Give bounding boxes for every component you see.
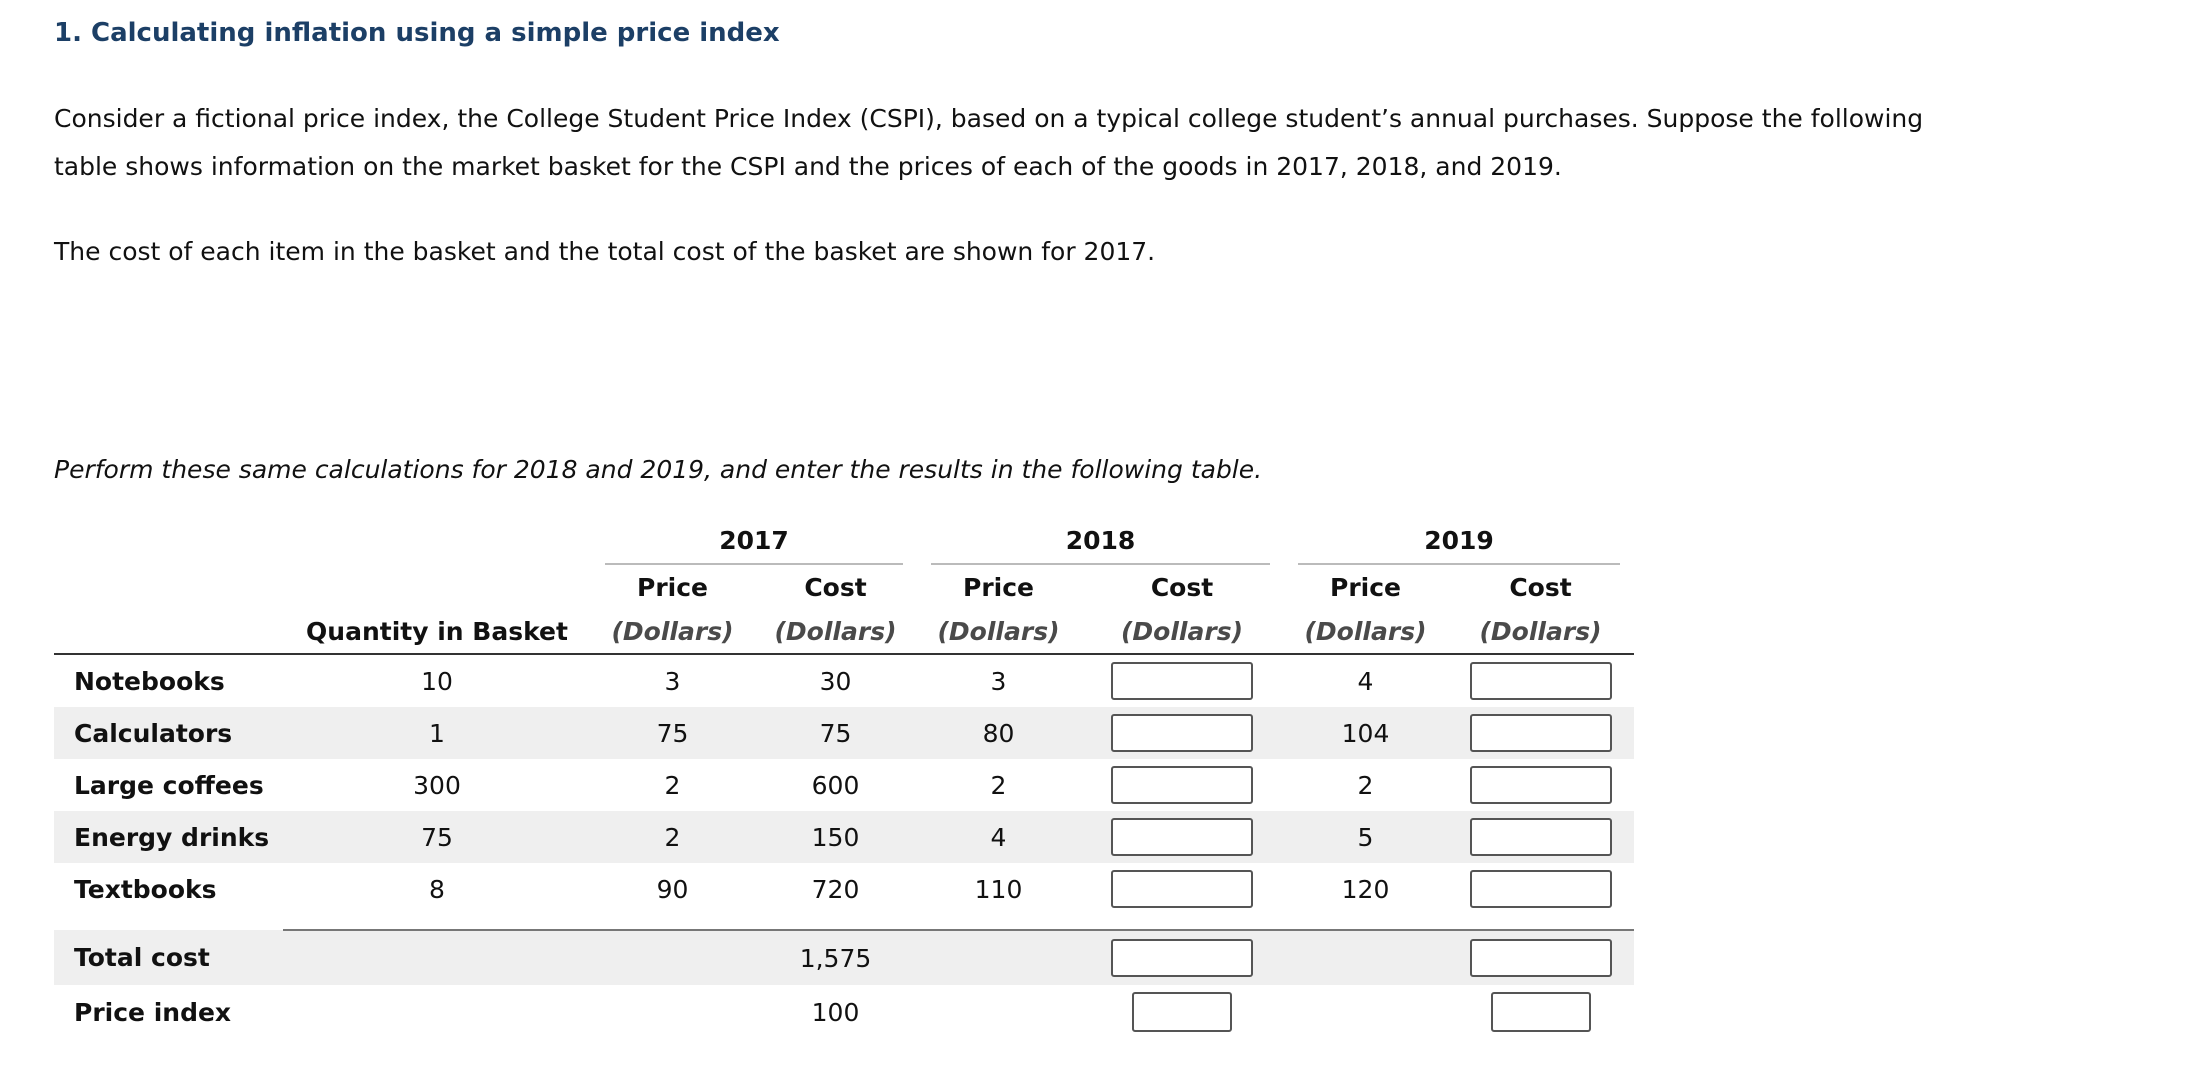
table-row-notebooks <box>54 654 1634 707</box>
price-2017-cell: 2 <box>591 811 754 863</box>
cost-2017-cell: 600 <box>811 770 860 800</box>
cost-note-paragraph: The cost of each item in the basket and the total cost of the basket are shown for 2017. <box>54 237 1156 266</box>
year-header-2019: 2019 <box>1284 515 1634 565</box>
quantity-cell: 8 <box>429 874 445 904</box>
price-2019-cell: 2 <box>1357 770 1374 800</box>
price-2018-cell: 3 <box>990 666 1007 696</box>
price-header-2017: Price <box>637 572 708 602</box>
price-2017-cell: 2 <box>664 770 681 800</box>
cost-2017-cell: 150 <box>754 811 917 863</box>
energy-drinks-cost-2018-input[interactable] <box>1111 818 1253 856</box>
price-unit-2017: (Dollars) <box>591 609 754 654</box>
price-2019-cell: 120 <box>1341 874 1390 904</box>
quantity-cell: 10 <box>421 666 453 696</box>
price-header-2019: Price <box>1330 572 1401 602</box>
table-row-textbooks <box>54 863 1634 915</box>
year-header-2018: 2018 <box>917 515 1284 565</box>
textbooks-cost-2018-input[interactable] <box>1111 870 1253 908</box>
row-label: Total cost <box>54 930 283 985</box>
table-row-total-cost <box>54 930 1634 985</box>
quantity-cell: 300 <box>413 770 461 800</box>
total-cost-2018-input[interactable] <box>1111 939 1253 977</box>
question-title: 1. Calculating inflation using a simple price index <box>54 18 780 48</box>
cost-header-2019: Cost <box>1509 572 1572 602</box>
price-2019-cell: 4 <box>1357 666 1374 696</box>
cspi-table <box>54 515 1634 1039</box>
quantity-header: Quantity in Basket <box>283 609 591 654</box>
cost-unit-2017: (Dollars) <box>754 609 917 654</box>
row-label: Energy drinks <box>54 811 283 863</box>
price-unit-2019: (Dollars) <box>1284 609 1447 654</box>
price-index-2017-cell: 100 <box>811 997 860 1027</box>
row-label: Calculators <box>54 707 283 759</box>
price-2017-cell: 75 <box>591 707 754 759</box>
notebooks-cost-2018-input[interactable] <box>1111 662 1253 700</box>
price-2018-cell: 2 <box>990 770 1007 800</box>
total-cost-2017-cell: 1,575 <box>754 930 917 985</box>
price-index-2019-input[interactable] <box>1491 992 1591 1032</box>
price-2017-cell: 3 <box>664 666 681 696</box>
cost-2017-cell: 75 <box>754 707 917 759</box>
price-2018-cell: 110 <box>974 874 1023 904</box>
price-2019-cell: 5 <box>1284 811 1447 863</box>
quantity-cell: 1 <box>283 707 591 759</box>
table-row-energy-drinks <box>54 811 1634 863</box>
table-row-calculators <box>54 707 1634 759</box>
large-coffees-cost-2018-input[interactable] <box>1111 766 1253 804</box>
intro-paragraph: Consider a fictional price index, the College Student Price Index (CSPI), based on a typical college student’s annual purchases. Suppose the following table shows information on the market basket for the CSPI and the prices of each of the goods in 2017, 2018, and 2019. <box>54 104 1924 181</box>
cost-2017-cell: 30 <box>819 666 852 696</box>
quantity-cell: 75 <box>283 811 591 863</box>
row-label: Notebooks <box>74 666 225 696</box>
price-header-2018: Price <box>963 572 1034 602</box>
table-row-large-coffees <box>54 759 1634 811</box>
price-unit-2018: (Dollars) <box>917 609 1080 654</box>
calculators-cost-2018-input[interactable] <box>1111 714 1253 752</box>
price-index-2018-input[interactable] <box>1132 992 1232 1032</box>
year-header-2017: 2017 <box>591 515 917 565</box>
row-label: Price index <box>74 997 232 1027</box>
instruction-paragraph: Perform these same calculations for 2018 and 2019, and enter the results in the following table. <box>54 455 1263 484</box>
price-2017-cell: 90 <box>656 874 689 904</box>
notebooks-cost-2019-input[interactable] <box>1470 662 1612 700</box>
total-cost-2019-input[interactable] <box>1470 939 1612 977</box>
cost-2017-cell: 720 <box>811 874 860 904</box>
price-2018-cell: 4 <box>917 811 1080 863</box>
cost-unit-2019: (Dollars) <box>1447 609 1634 654</box>
energy-drinks-cost-2019-input[interactable] <box>1470 818 1612 856</box>
row-label: Textbooks <box>74 874 217 904</box>
row-label: Large coffees <box>74 770 264 800</box>
calculators-cost-2019-input[interactable] <box>1470 714 1612 752</box>
cost-header-2017: Cost <box>804 572 867 602</box>
table-row-price-index <box>54 985 1634 1039</box>
textbooks-cost-2019-input[interactable] <box>1470 870 1612 908</box>
price-2019-cell: 104 <box>1284 707 1447 759</box>
price-2018-cell: 80 <box>917 707 1080 759</box>
cost-unit-2018: (Dollars) <box>1080 609 1284 654</box>
cost-header-2018: Cost <box>1150 572 1214 602</box>
large-coffees-cost-2019-input[interactable] <box>1470 766 1612 804</box>
